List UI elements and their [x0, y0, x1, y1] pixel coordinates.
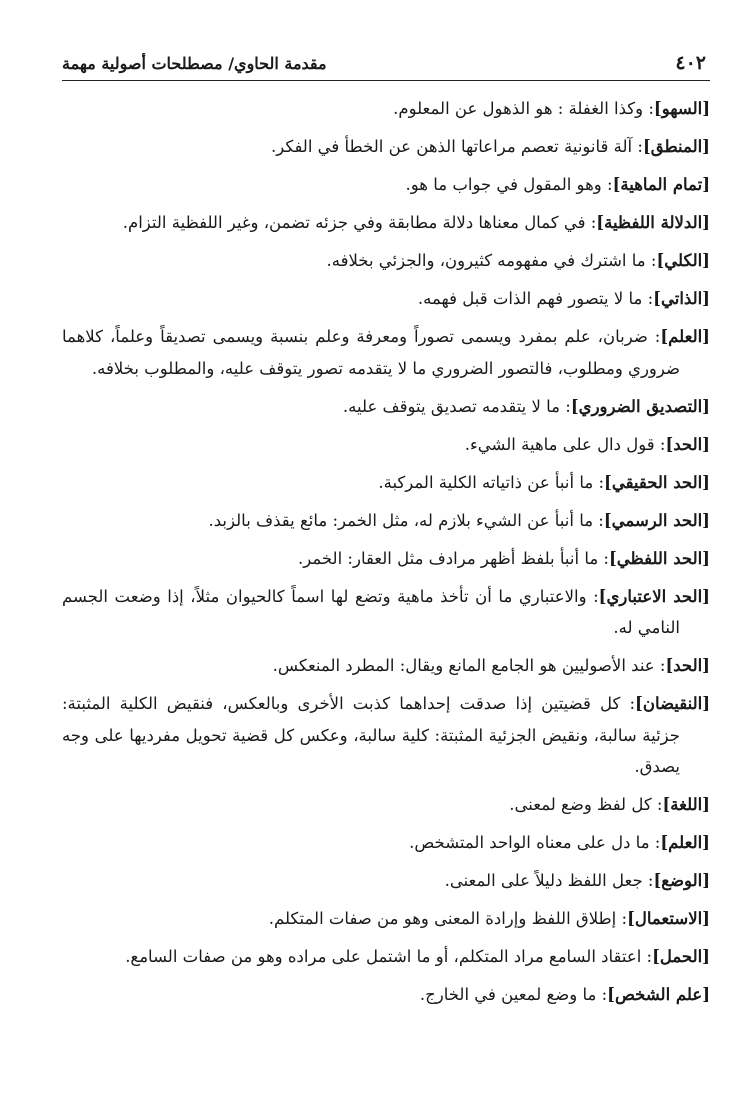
entry-term: [المنطق]: [642, 137, 710, 156]
entry-definition: : وكذا الغفلة : هو الذهول عن المعلوم.: [393, 99, 654, 118]
entry-definition: : وهو المقول في جواب ما هو.: [405, 175, 613, 194]
entry-term: [علم الشخص]: [607, 985, 710, 1004]
entry-term: [العلم]: [660, 327, 710, 346]
entry-definition: : والاعتباري ما أن تأخذ ماهية وتضع لها اسماً كالحيوان مثلاً، إذا وضعت الجسم النامي له.: [62, 586, 680, 637]
entry-term: [تمام الماهية]: [612, 175, 710, 194]
entry-term: [الحد]: [665, 656, 710, 675]
glossary-entry: [62, 789, 710, 821]
glossary-entry: [62, 688, 710, 783]
entry-definition: : ما لا يتصور فهم الذات قبل فهمه.: [417, 289, 654, 308]
entry-term: [الحد الرسمي]: [603, 510, 710, 530]
entry-definition: : جعل اللفظ دليلاً على المعنى.: [444, 871, 654, 890]
glossary-entry: [62, 650, 710, 682]
entry-term: [الذاتي]: [653, 289, 710, 308]
entry-definition: : كل لفظ وضع لمعنى.: [509, 795, 663, 814]
entry-definition: : ما دل على معناه الواحد المتشخص.: [409, 833, 661, 852]
entry-definition: : ما لا يتقدمه تصديق يتوقف عليه.: [342, 396, 571, 416]
entry-term: [السهو]: [653, 99, 710, 118]
entry-definition: : اعتقاد السامع مراد المتكلم، أو ما اشتمل على مراده وهو من صفات السامع.: [125, 947, 653, 966]
entry-term: [النقيضان]: [635, 694, 710, 713]
entry-definition: : ما أنبأ عن الشيء بلازم له، مثل الخمر: مائع يقذف بالزبد.: [208, 510, 604, 530]
entry-term: [اللغة]: [662, 795, 710, 814]
glossary-entry: [62, 467, 710, 499]
entry-definition: : قول دال على ماهية الشيء.: [464, 434, 666, 454]
entry-term: [الكلي]: [656, 251, 710, 270]
glossary-entry: [62, 941, 710, 973]
entry-term: [العلم]: [660, 833, 710, 852]
entry-term: [الوضع]: [653, 871, 710, 890]
entry-term: [الدلالة اللفظية]: [596, 213, 710, 232]
glossary-entry: [62, 207, 710, 239]
entry-definition: : إطلاق اللفظ وإرادة المعنى وهو من صفات المتكلم.: [268, 909, 628, 928]
entry-term: [الحد الحقيقي]: [604, 472, 710, 492]
glossary-entry: [62, 543, 710, 575]
entry-definition: : عند الأصوليين هو الجامع المانع ويقال: المطرد المنعكس.: [272, 656, 666, 675]
entry-term: [الحمل]: [652, 947, 710, 966]
glossary-entry: [62, 245, 710, 277]
glossary-entry: [62, 283, 710, 315]
glossary-entry: [62, 131, 710, 163]
entry-definition: : ما وضع لمعين في الخارج.: [419, 985, 608, 1004]
page-number: ٤٠٢: [675, 52, 706, 74]
glossary-entry: [62, 321, 710, 384]
glossary-entry: [62, 429, 710, 461]
glossary-entry: [62, 903, 710, 935]
entry-definition: : ما اشترك في مفهومه كثيرون، والجزئي بخلافه.: [326, 251, 657, 270]
entry-term: [الاستعمال]: [627, 909, 710, 928]
document-page: [62, 52, 710, 1017]
entry-definition: : كل قضيتين إذا صدقت إحداهما كذبت الأخرى وبالعكس، فنقيض الكلية المثبتة: جزئية سالبة، ونقيض الجزئية المثبتة: كلية سالبة، وعكس كل قضية تحويل مفرديها على وجه يصدق.: [62, 694, 680, 776]
glossary-entry: [62, 169, 710, 201]
entry-definition: : ما أنبأ بلفظ أظهر مرادف مثل العقار: الخمر.: [298, 548, 609, 568]
header-title: مقدمة الحاوي/ مصطلحات أصولية مهمة: [62, 54, 327, 73]
glossary-entry: [62, 93, 710, 125]
entry-definition: : في كمال معناها دلالة مطابقة وفي جزئه تضمن، وغير اللفظية التزام.: [122, 213, 597, 232]
entry-definition: : آلة قانونية تعصم مراعاتها الذهن عن الخطأ في الفكر.: [270, 137, 643, 156]
glossary-entries: [62, 93, 710, 1011]
glossary-entry: [62, 505, 710, 537]
entry-definition: : ما أنبأ عن ذاتياته الكلية المركبة.: [378, 472, 605, 492]
glossary-entry: [62, 391, 710, 423]
glossary-entry: [62, 827, 710, 859]
entry-term: [الحد اللفظي]: [609, 548, 710, 568]
entry-term: [الحد]: [665, 434, 710, 454]
entry-term: [التصديق الضروري]: [570, 396, 710, 416]
glossary-entry: [62, 581, 710, 644]
entry-definition: : ضربان، علم بمفرد ويسمى تصوراً ومعرفة وعلم بنسبة ويسمى تصديقاً وعلماً، كلاهما ضروري ومطلوب، فالتصور الضروري ما لا يتقدمه تصور يتوقف عليه، والمطلوب بخلافه.: [62, 327, 680, 378]
entry-term: [الحد الاعتباري]: [598, 586, 710, 606]
glossary-entry: [62, 979, 710, 1011]
running-header: [62, 52, 710, 81]
glossary-entry: [62, 865, 710, 897]
